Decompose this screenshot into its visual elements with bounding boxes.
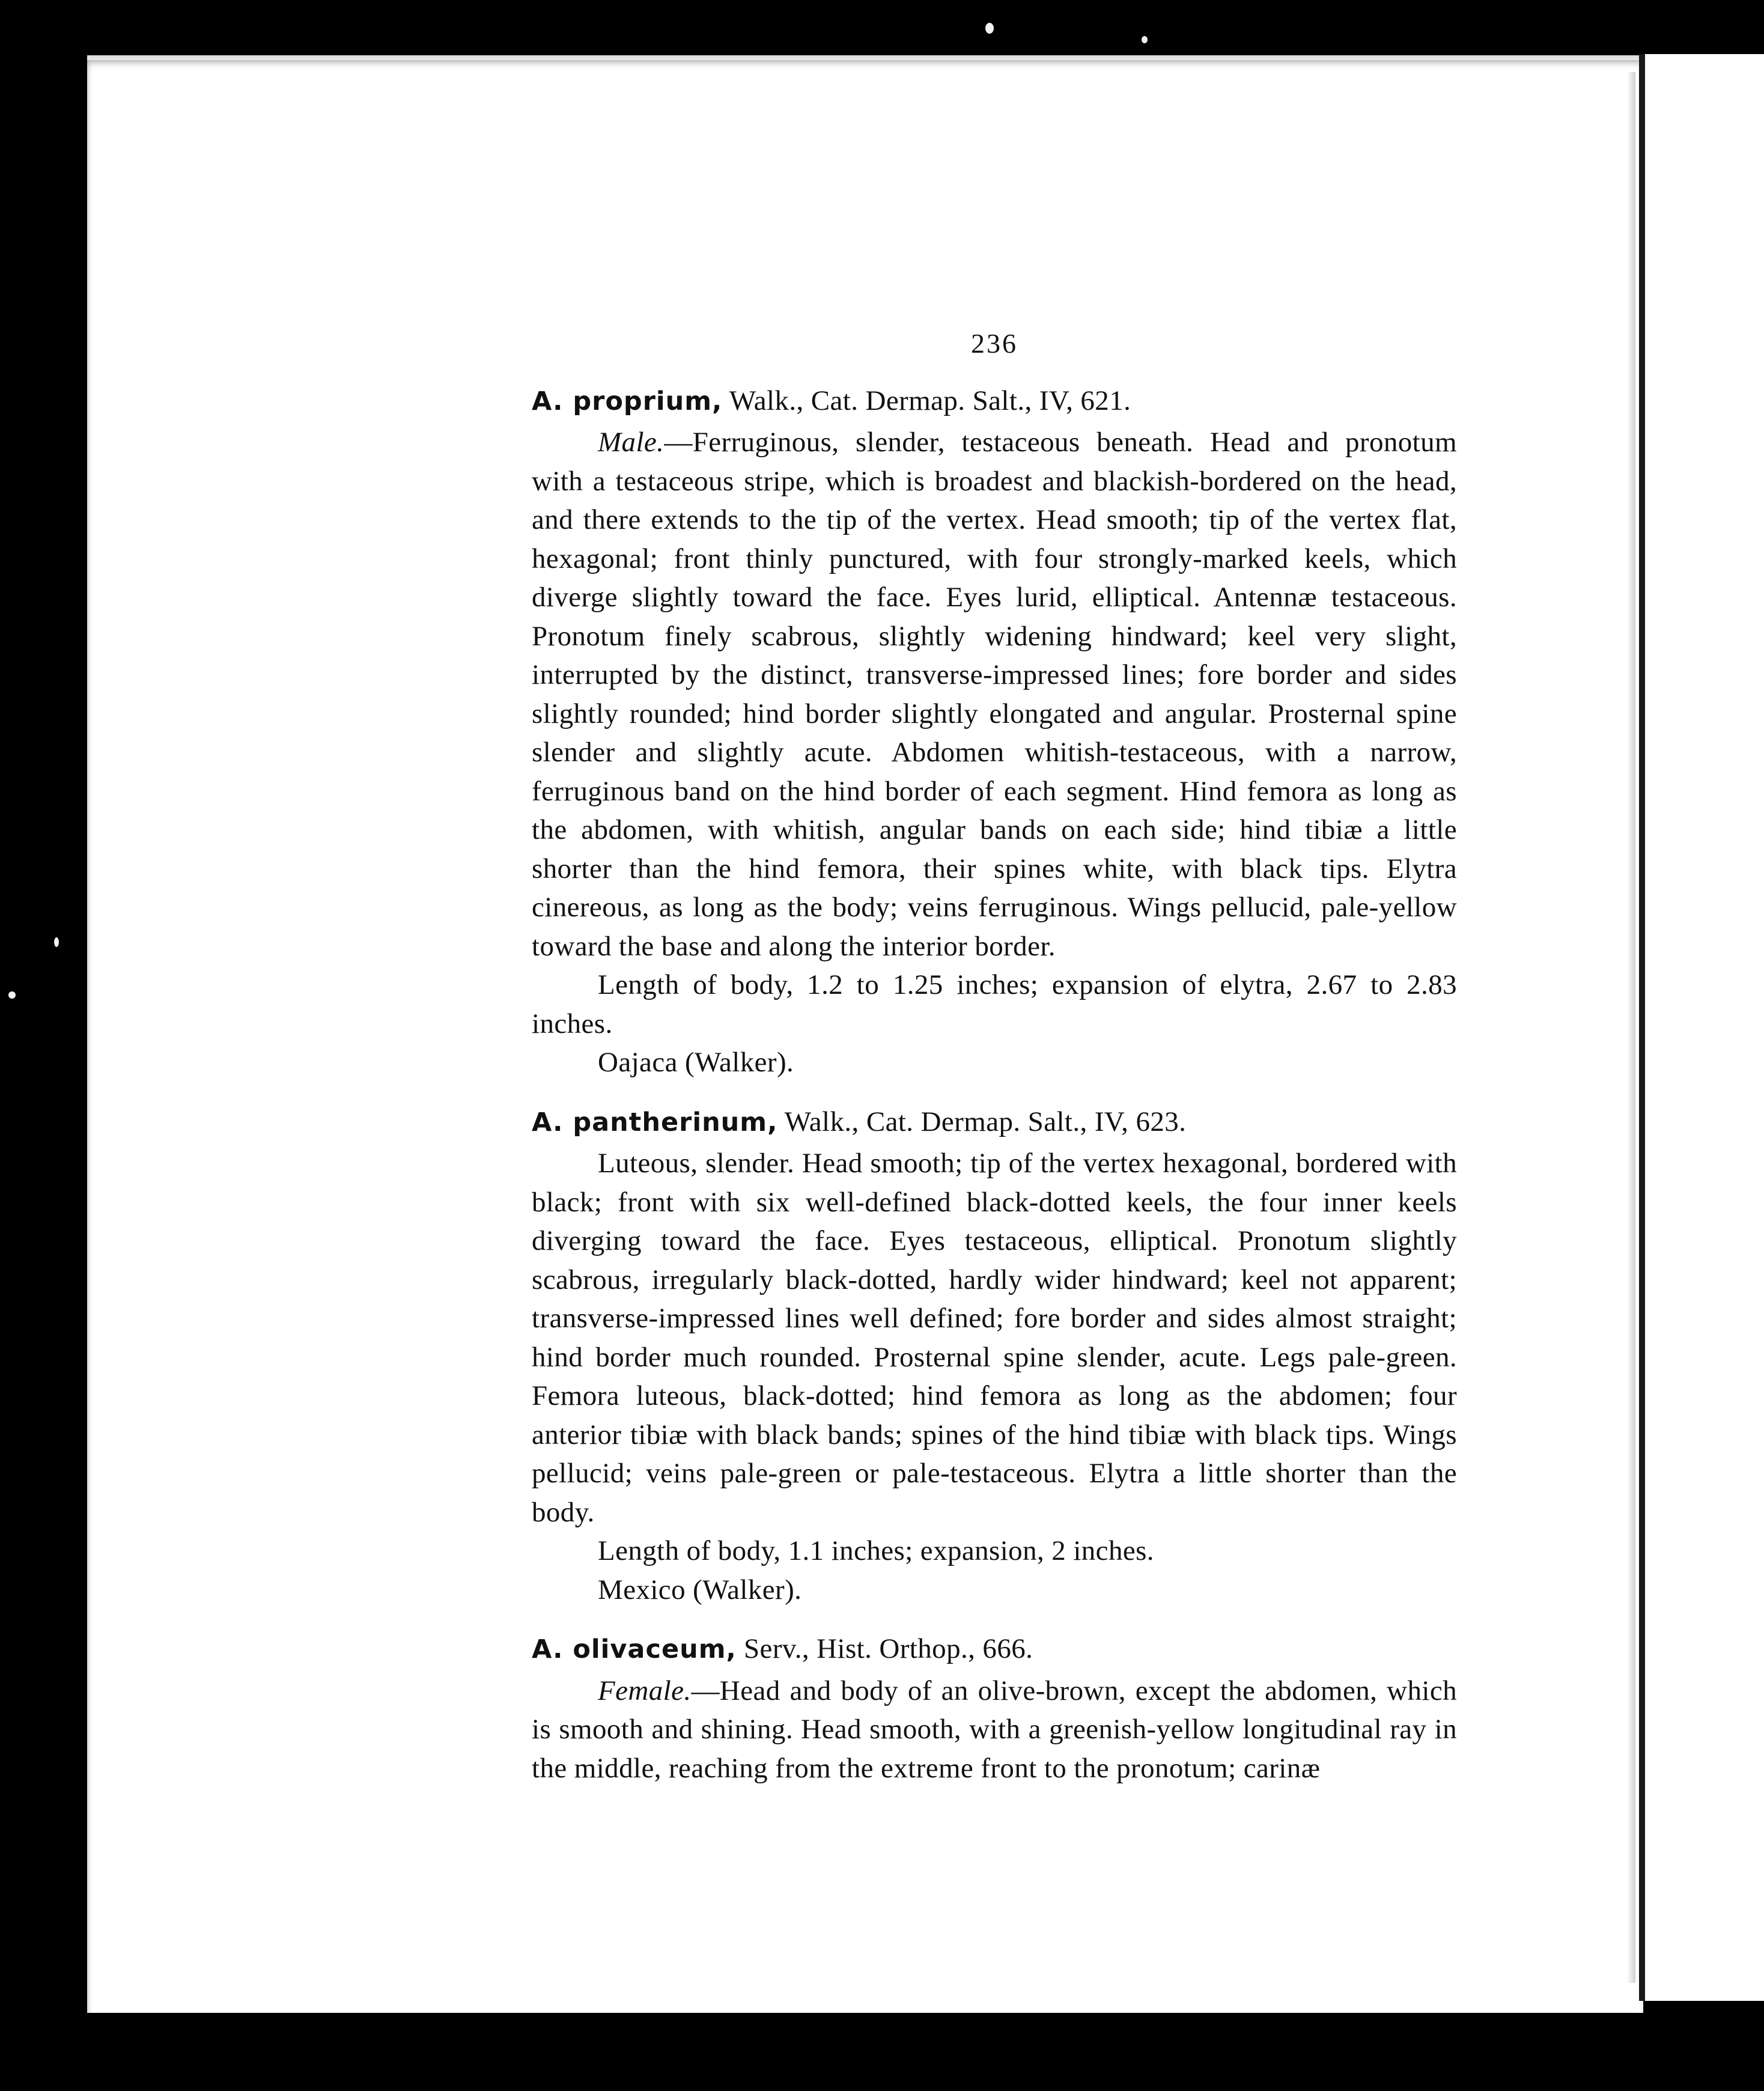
species-entry-olivaceum: [532, 1630, 1457, 1788]
description-text: —Ferruginous, slender, testaceous beneath. Head and pronotum with a testaceous stripe, which is broadest and blackish-bordered on the head, and there extends to the tip of the vertex. Head smooth; tip of the vertex flat, hexagonal; front thinly punctured, with four strongly-marked keels, which diverge slightly toward the face. Eyes lurid, elliptical. Antennæ testaceous. Pronotum finely scabrous, slightly widening hindward; keel very slight, interrupted by the distinct, transverse-impressed lines; fore border and sides slightly rounded; hind border slightly elongated and angular. Prosternal spine slender and slightly acute. Abdomen whitish-testaceous, with a narrow, ferruginous band on the hind border of each segment. Hind femora as long as the abdomen, with whitish, angular bands on each side; hind tibiæ a little shorter than the hind femora, their spines white, with black tips. Elytra cinereous, as long as the body; veins ferruginous. Wings pellucid, pale-yellow toward the base and along the interior border.: [532, 427, 1457, 962]
page-number: 236: [971, 328, 1018, 359]
sex-label: Female.: [598, 1675, 692, 1706]
species-entry-proprium: [532, 382, 1457, 1082]
locality: Mexico (Walker).: [598, 1574, 802, 1606]
dust-speck: [985, 23, 994, 34]
citation: Serv., Hist. Orthop., 666.: [744, 1633, 1033, 1664]
description: Luteous, slender. Head smooth; tip of the vertex hexagonal, bordered with black; front with six well-defined black-dotted keels, the four inner keels diverging toward the face. Eyes testaceous, elliptical. Pronotum slightly scabrous, irregularly black-dotted, hardly wider hindward; keel not apparent; transverse-impressed lines well defined; fore border and sides almost straight; hind border much rounded. Prosternal spine slender, acute. Legs pale-green. Femora luteous, black-dotted; hind femora as long as the abdomen; four anterior tibiæ with black bands; spines of the hind tibiæ with black tips. Wings pellucid; veins pale-green or pale-testaceous. Elytra a little shorter than the body.: [532, 1148, 1457, 1528]
citation: Walk., Cat. Dermap. Salt., IV, 621.: [729, 385, 1131, 416]
species-entry-pantherinum: [532, 1103, 1457, 1610]
species-name: A. olivaceum,: [532, 1634, 737, 1664]
description: [532, 1672, 1457, 1788]
measurements: Length of body, 1.2 to 1.25 inches; expansion of elytra, 2.67 to 2.83 inches.: [532, 969, 1457, 1039]
sex-label: Male.: [598, 427, 665, 458]
description-text: —Head and body of an olive-brown, except the abdomen, which is smooth and shining. Head smooth, with a greenish-yellow longitudinal ray in the middle, reaching from the extreme front to the pronotum; carinæ: [532, 1675, 1457, 1784]
dust-speck: [54, 937, 59, 947]
dust-speck: [8, 991, 16, 999]
gutter-shadow: [1627, 72, 1635, 1983]
dust-speck: [1142, 36, 1148, 43]
measurements: Length of body, 1.1 inches; expansion, 2 inches.: [598, 1535, 1154, 1566]
page-text: [532, 324, 1457, 1788]
facing-page-edge: [1639, 54, 1764, 2001]
entry-heading: [532, 1630, 1457, 1669]
description: [532, 423, 1457, 966]
entry-heading: [532, 1103, 1457, 1142]
species-name: A. proprium,: [532, 386, 723, 416]
entry-heading: [532, 382, 1457, 421]
citation: Walk., Cat. Dermap. Salt., IV, 623.: [784, 1106, 1187, 1137]
locality: Oajaca (Walker).: [598, 1047, 794, 1078]
species-name: A. pantherinum,: [532, 1107, 778, 1137]
